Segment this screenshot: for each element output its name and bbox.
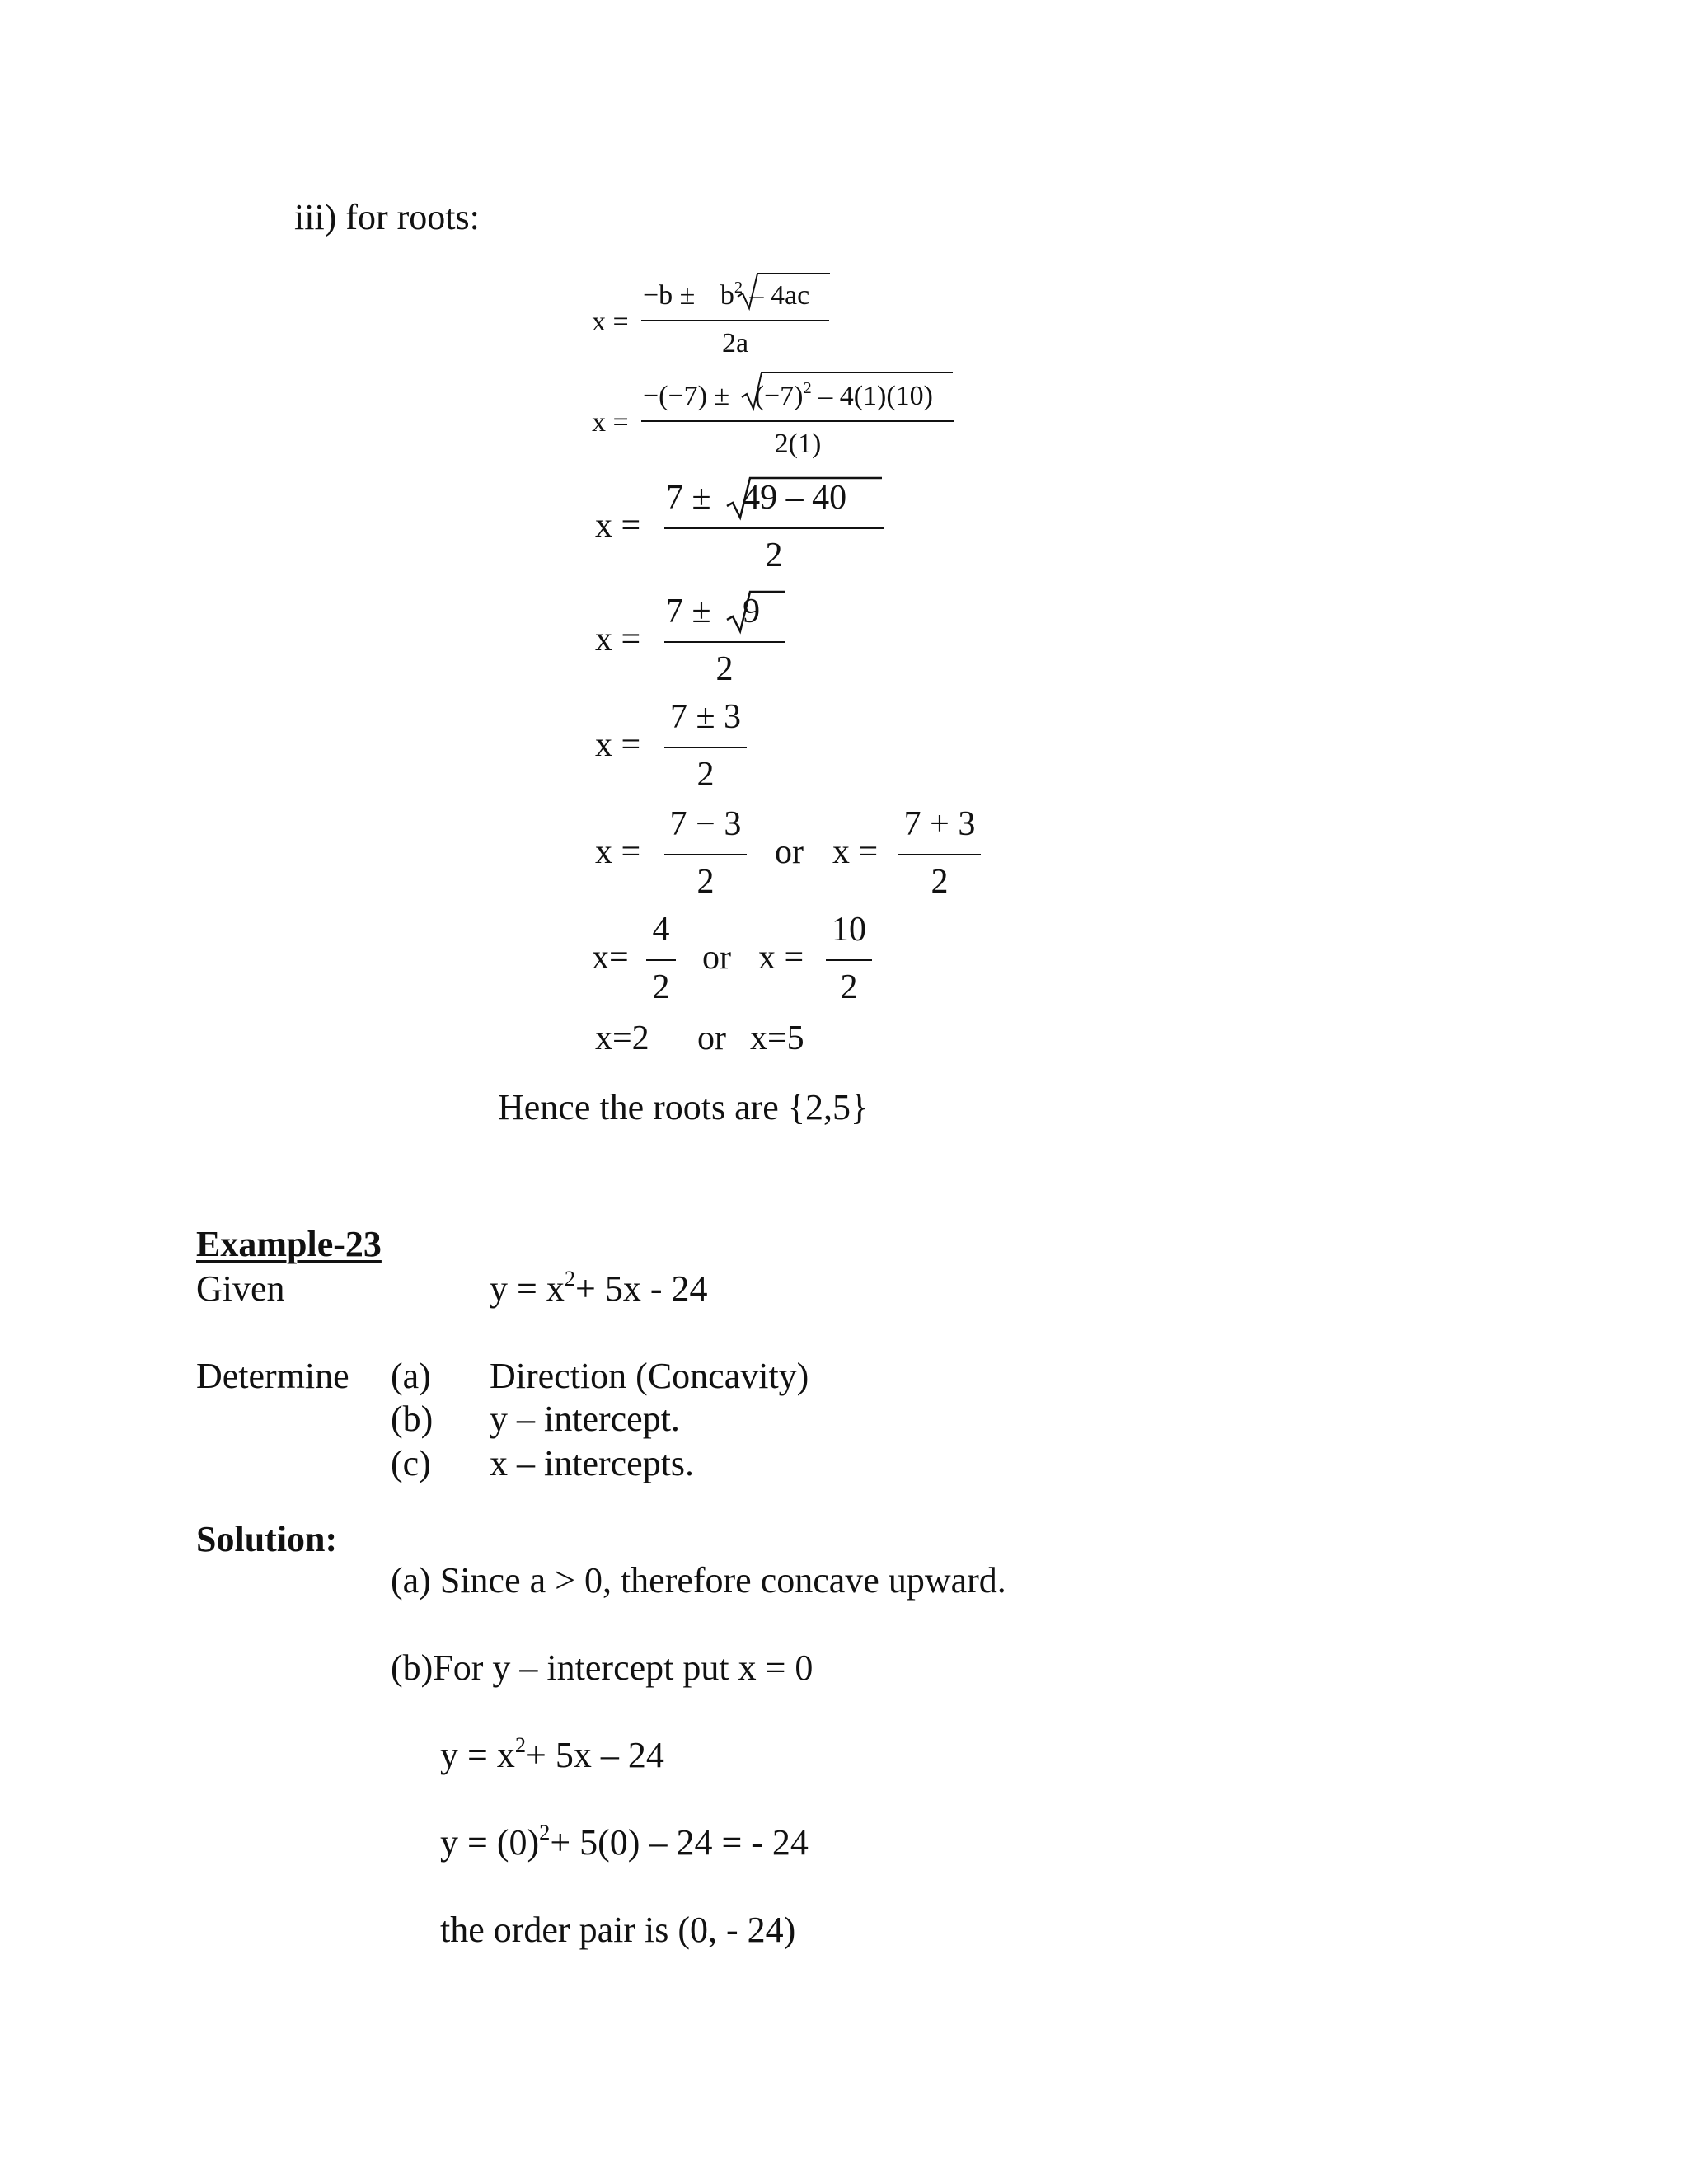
given-label: Given xyxy=(196,1268,285,1309)
numerator: 7 ± 49 – 40 xyxy=(666,479,847,517)
radical-sign xyxy=(742,369,956,412)
fraction-bar xyxy=(664,641,785,643)
radical-sign xyxy=(738,270,837,312)
fraction-bar xyxy=(641,420,954,422)
fraction-bar xyxy=(664,854,747,855)
solution-label: Solution: xyxy=(196,1519,338,1559)
example-title: Example-23 xyxy=(196,1224,382,1264)
fraction-bar xyxy=(898,854,981,855)
solution-part-b: (b)For y – intercept put x = 0 xyxy=(391,1647,814,1688)
fraction-bar xyxy=(646,959,676,961)
determine-label: Determine xyxy=(196,1356,349,1396)
numerator: $-(-7) \pm (-7)^2 - 4(1)(10)$ xyxy=(643,378,933,411)
numerator: 7 ± 9 xyxy=(666,593,761,630)
radical-sign xyxy=(727,588,786,635)
numerator: $-b \pm b^2 - 4ac$ xyxy=(643,278,810,311)
order-pair: the order pair is (0, - 24) xyxy=(440,1910,796,1950)
given-equation: $y = x^2+ 5x - 24$ xyxy=(490,1265,708,1309)
solution-part-a: (a) Since a > 0, therefore concave upward. xyxy=(391,1560,1006,1601)
fraction-bar xyxy=(664,747,747,748)
fraction-bar xyxy=(664,527,884,529)
roots-heading: iii) for roots: xyxy=(294,197,480,237)
fraction-bar xyxy=(826,959,872,961)
radical-sign xyxy=(727,475,884,521)
solution-equation: $y = x^2+ 5x - 24$ xyxy=(440,1732,664,1775)
roots-conclusion: Hence the roots are {2,5} xyxy=(498,1087,869,1127)
solution-substitution: $y = (0)^2+ 5(0) - 24$ = - 24 xyxy=(440,1819,809,1863)
fraction-bar xyxy=(641,320,829,321)
